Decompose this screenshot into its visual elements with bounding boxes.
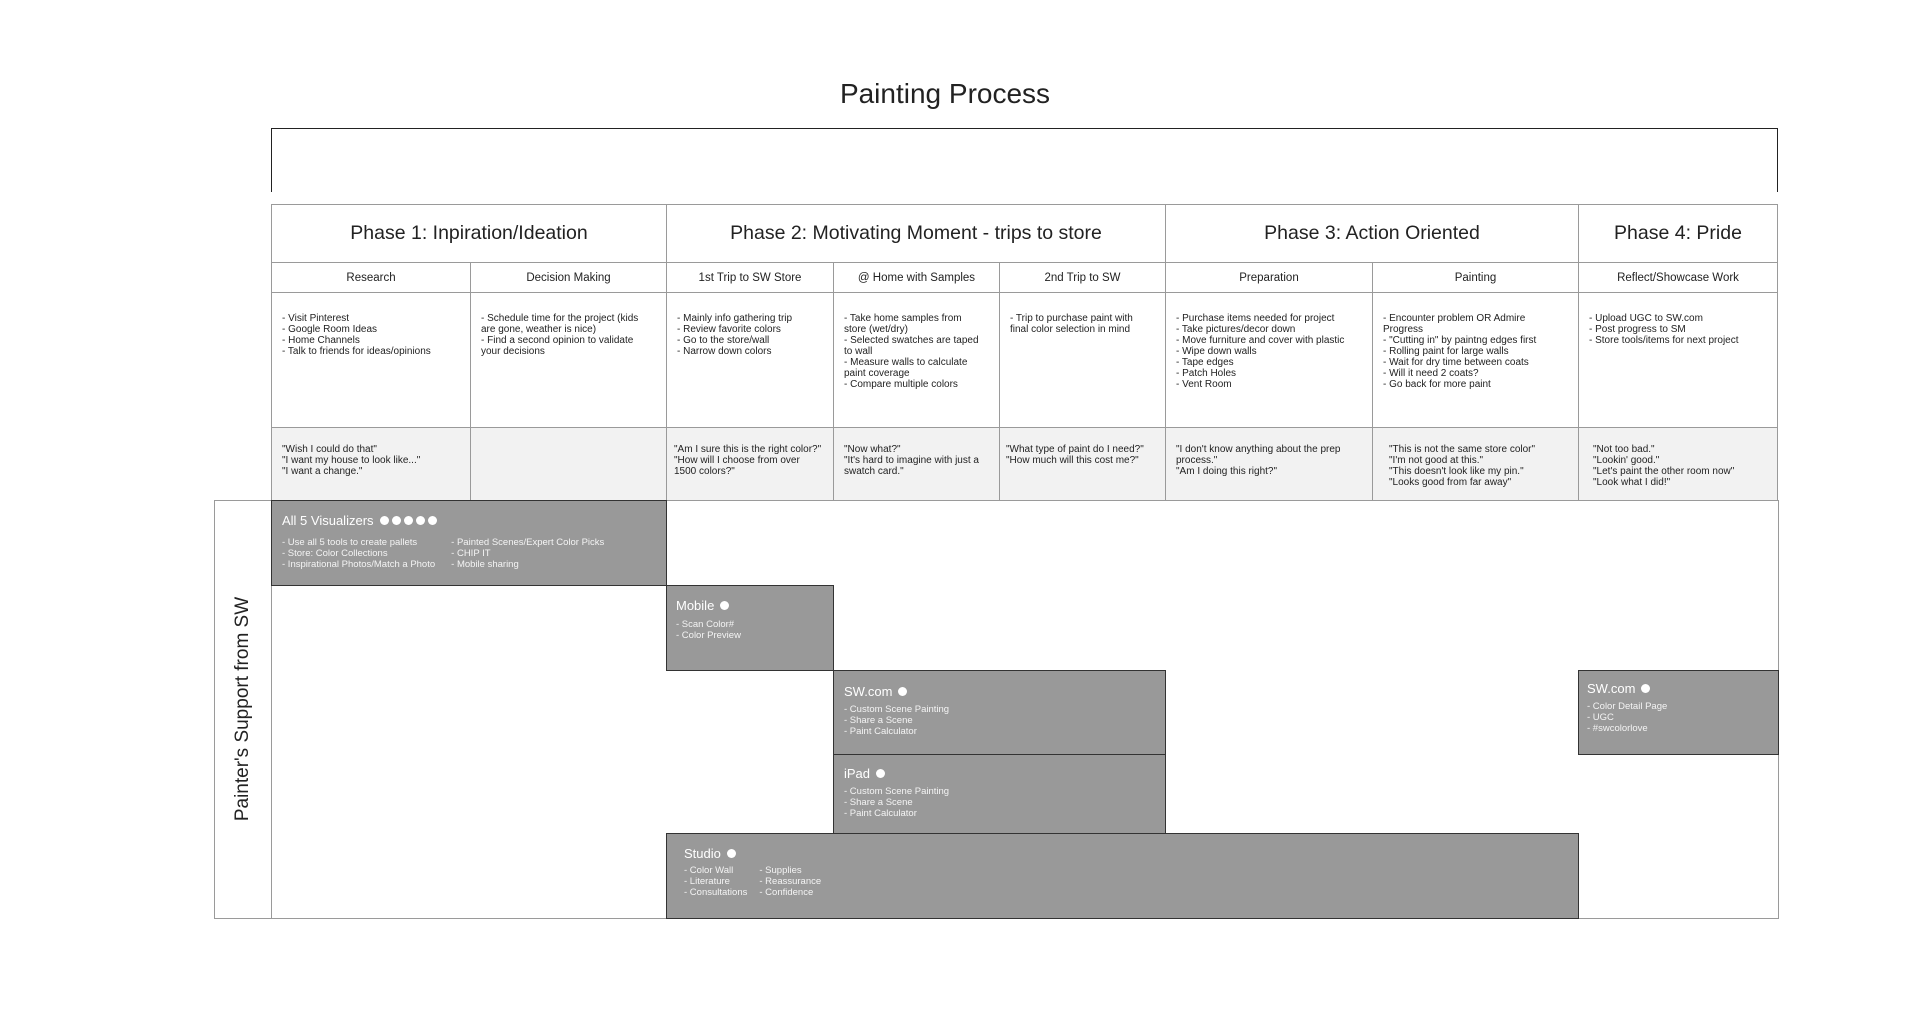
phase-header-2: Phase 2: Motivating Moment - trips to store [666, 204, 1166, 263]
quotes-first-trip: "Am I sure this is the right color?" "How will I choose from over 1500 colors?" [666, 427, 834, 501]
block-title-row [1587, 681, 1768, 696]
stage-header-preparation: Preparation [1165, 262, 1373, 293]
activities-first-trip: - Mainly info gathering trip - Review favorite colors - Go to the store/wall - Narrow down colors [666, 292, 834, 428]
support-block-swcom-phase2 [833, 670, 1166, 755]
dot-rating [1641, 684, 1653, 693]
stage-header-home-samples: @ Home with Samples [833, 262, 1000, 293]
quotes-preparation: "I don't know anything about the prep process." "Am I doing this right?" [1165, 427, 1373, 501]
block-column: - Color Wall - Literature - Consultations [684, 865, 748, 898]
block-columns [282, 537, 656, 570]
block-title-row [844, 766, 1155, 781]
rating-dot [727, 849, 736, 858]
rating-dot [1641, 684, 1650, 693]
quotes-reflect: "Not too bad." "Lookin' good." "Let's paint the other room now" "Look what I did!" [1578, 427, 1778, 501]
stage-header-first-trip: 1st Trip to SW Store [666, 262, 834, 293]
side-label-text: Painter's Support from SW [232, 596, 254, 822]
block-columns [844, 704, 1155, 737]
phase-header-4: Phase 4: Pride [1578, 204, 1778, 263]
block-column: - Scan Color# - Color Preview [676, 619, 741, 641]
timeline-bracket [271, 128, 1778, 192]
block-column: - Color Detail Page - UGC - #swcolorlove [1587, 701, 1668, 734]
activities-home-samples: - Take home samples from store (wet/dry) - Selected swatches are taped to wall - Measure walls to calculate paint coverage - Compare multiple colors [833, 292, 1000, 428]
dot-rating [380, 516, 440, 525]
block-title: SW.com [1587, 681, 1636, 696]
dot-rating [727, 849, 739, 858]
block-column: - Custom Scene Painting - Share a Scene - Paint Calculator [844, 786, 950, 819]
stage-header-reflect: Reflect/Showcase Work [1578, 262, 1778, 293]
quotes-second-trip: "What type of paint do I need?" "How much will this cost me?" [999, 427, 1166, 501]
activities-painting: - Encounter problem OR Admire Progress - "Cutting in" by paintng edges first - Rolling paint for large walls - Wait for dry time between coats - Will it need 2 coats? - Go back for more paint [1372, 292, 1579, 428]
rating-dot [428, 516, 437, 525]
stage-header-research: Research [271, 262, 471, 293]
activities-decision-making: - Schedule time for the project (kids are gone, weather is nice) - Find a second opinion to validate your decisions [470, 292, 667, 428]
block-title: Studio [684, 846, 721, 861]
block-column: - Use all 5 tools to create pallets - Store: Color Collections - Inspirational Photos/Match a Photo [282, 537, 436, 570]
rating-dot [404, 516, 413, 525]
quotes-home-samples: "Now what?" "It's hard to imagine with just a swatch card." [833, 427, 1000, 501]
support-block-ipad [833, 754, 1166, 834]
block-column: - Supplies - Reassurance - Confidence [759, 865, 822, 898]
activities-reflect: - Upload UGC to SW.com - Post progress to SM - Store tools/items for next project [1578, 292, 1778, 428]
page-title: Painting Process [839, 78, 1051, 109]
rating-dot [392, 516, 401, 525]
block-title-row [684, 846, 1568, 861]
block-title: iPad [844, 766, 871, 781]
block-title: Mobile [676, 598, 715, 613]
support-block-visualizers [271, 500, 667, 586]
block-columns [676, 619, 823, 641]
block-title-row [676, 598, 823, 613]
rating-dot [380, 516, 389, 525]
block-title-row [282, 513, 656, 528]
quotes-decision-making [470, 427, 667, 501]
activities-research: - Visit Pinterest - Google Room Ideas - Home Channels - Talk to friends for ideas/opinions [271, 292, 471, 428]
block-title-row [844, 684, 1155, 699]
dot-rating [876, 769, 888, 778]
block-title: SW.com [844, 684, 893, 699]
rating-dot [416, 516, 425, 525]
support-block-swcom-phase4 [1578, 670, 1779, 755]
support-block-mobile [666, 585, 834, 671]
dot-rating [898, 687, 910, 696]
quotes-painting: "This is not the same store color" "I'm not good at this." "This doesn't look like my pin." "Looks good from far away" [1372, 427, 1579, 501]
rating-dot [898, 687, 907, 696]
activities-second-trip: - Trip to purchase paint with final color selection in mind [999, 292, 1166, 428]
dot-rating [720, 601, 732, 610]
stage-header-decision-making: Decision Making [470, 262, 667, 293]
rating-dot [876, 769, 885, 778]
phase-header-3: Phase 3: Action Oriented [1165, 204, 1579, 263]
stage-header-painting: Painting [1372, 262, 1579, 293]
block-column: - Painted Scenes/Expert Color Picks - CHIP IT - Mobile sharing [451, 537, 605, 570]
block-columns [1587, 701, 1768, 734]
phase-header-1: Phase 1: Inpiration/Ideation [271, 204, 667, 263]
block-title: All 5 Visualizers [282, 513, 374, 528]
stage-header-second-trip: 2nd Trip to SW [999, 262, 1166, 293]
activities-preparation: - Purchase items needed for project - Take pictures/decor down - Move furniture and cover with plastic - Wipe down walls - Tape edges - Patch Holes - Vent Room [1165, 292, 1373, 428]
rating-dot [720, 601, 729, 610]
side-label [214, 500, 272, 918]
quotes-research: "Wish I could do that" "I want my house to look like..." "I want a change." [271, 427, 471, 501]
block-column: - Custom Scene Painting - Share a Scene - Paint Calculator [844, 704, 950, 737]
support-block-studio [666, 833, 1579, 919]
block-columns [844, 786, 1155, 819]
block-columns [684, 865, 1568, 898]
